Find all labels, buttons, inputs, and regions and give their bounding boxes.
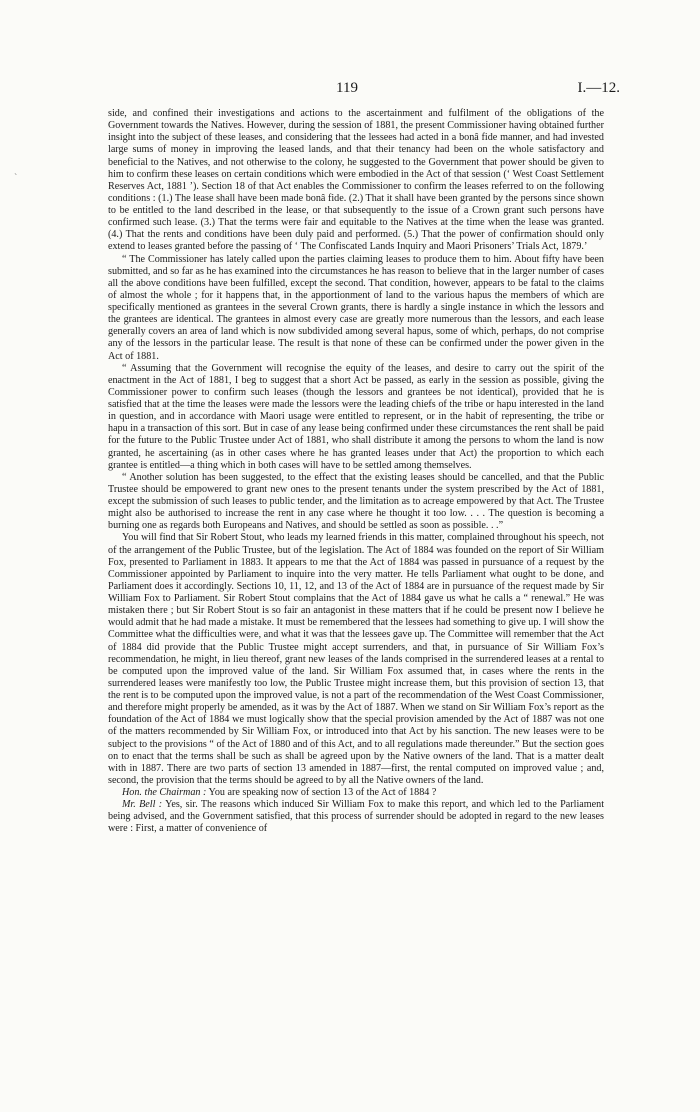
speaker-name: Hon. the Chairman : [122, 787, 207, 798]
page-number: 119 [336, 80, 358, 96]
margin-mark: ` [14, 173, 18, 184]
paragraph-2: “ The Commissioner has lately called upon the parties claiming leases to produce them to him. About fifty have been submitted, and so far as he has examined into the circumstances he has reason to believe that in the larger number of cases all the above conditions have been fulfilled, except the second. That condition, however, appears to be fatal to the claims of almost the whole ; for it happens that, in the apportionment of land to the various hapus the members of which are specifically mentioned as grantees in the several Crown grants, there is hardly a single instance in which the lessors and the grantees are identical. The grantees in almost every case are greatly more numerous than the lessors, and each lease generally covers an area of land which is now subdivided among several hapus, some of which, perhaps, do not comprise any of the lessors in the particular lease. The result is that none of these can be confirmed under the power given in the Act of 1881. [108, 253, 604, 362]
page-header [0, 80, 700, 100]
speech-text: Yes, sir. The reasons which induced Sir William Fox to make this report, and which led to the Parliament being advised, and the Government satisfied, that this process of surrender should be adopted in regard to the new leases were : First, a matter of convenience of [108, 799, 605, 835]
speech-text: You are speaking now of section 13 of the Act of 1884 ? [208, 787, 437, 798]
paragraph-3: “ Assuming that the Government will recognise the equity of the leases, and desire to carry out the spirit of the enactment in the Act of 1881, I beg to suggest that a short Act be passed, as early in the session as possible, giving the Commissioner power to confirm such leases (though the lessors and grantees be not identical), provided that he is satisfied that at the time the leases were made the lessors were the leading chiefs of the tribe or hapu interested in the land in question, and in accordance with Maori usage were entitled to represent, or in the habit of representing, the tribe or hapu in a transaction of this sort. But in case of any lease being confirmed under these circumstances the rent shall be paid for the future to the Public Trustee under Act of 1881, who shall distribute it among the persons to whom the land is now granted, he ascertaining (as in other cases where he has granted leases under that Act) the proportion to which each grantee is entitled—a thing which in both cases will have to be settled among themselves. [108, 362, 604, 471]
paragraph-4: “ Another solution has been suggested, to the effect that the existing leases should be cancelled, and that the Public Trustee should be empowered to grant new ones to the present tenants under the system prescribed by the Act of 1881, except the submission of such leases to public tender, and the limitation as to acreage empowered by that Act. The Trustee might also be authorised to increase the rent in any case where he thought it too low. . . . The question is becoming a burning one as regards both Europeans and Natives, and should be settled as soon as possible. . .” [108, 471, 604, 532]
speaker-name: Mr. Bell : [122, 799, 163, 811]
paragraph-1: side, and confined their investigations and actions to the ascertainment and fulfilment of the obligations of the Government towards the Natives. However, during the session of 1881, the present Commissioner having obtained further insight into the subject of these leases, and considering that the lessees had acted in a bonâ fide manner, and had invested large sums of money in improving the leased lands, and that their tenancy had been on the whole satisfactory and beneficial to the Natives, and not otherwise to the colony, he suggested to the Government that power should be given to him to confirm these leases on certain conditions which were embodied in the Act of that session (‘ West Coast Settlement Reserves Act, 1881 ’). Section 18 of that Act enables the Commissioner to confirm the leases referred to on the following conditions : (1.) The lease shall have been made bonâ fide. (2.) That it shall have been granted by the persons since shown to be entitled to the land described in the lease, or that subsequently to the issue of a Crown grant such persons have confirmed such lease. (3.) That the terms were fair and equitable to the Natives at the time when the lease was granted. (4.) That the rents and conditions have been duly paid and performed. (5.) That the power of confirmation should only extend to leases granted before the passing of ‘ The Confiscated Lands Inquiry and Maori Prisoners’ Trials Act, 1879.’ [108, 108, 604, 253]
document-reference: I.—12. [577, 80, 620, 96]
exchange-chairman [108, 787, 604, 799]
paragraph-5: You will find that Sir Robert Stout, who leads my learned friends in this matter, complained throughout his speech, not of the arrangement of the Public Trustee, but of the legislation. The Act of 1884 was founded on the report of Sir William Fox, presented to Parliament in 1883. It appears to me that the Act of 1884 was passed in pursuance of a request by the Commissioner appointed by Parliament to inquire into the very matter. He tells Parliament what ought to be done, and Parliament does it accordingly. Sections 10, 11, 12, and 13 of the Act of 1884 are in pursuance of the request made by Sir William Fox to Parliament. Sir Robert Stout complains that the Act of 1884 gave us what he calls a “ renewal.” He was mistaken there ; but Sir Robert Stout is so fair an antagonist in these matters that if he could be present now I believe he would admit that he had made a mistake. It must be remembered that the lessees had something to give up. I will show the Committee what the difficulties were, and what it was that the lessees gave up. The Committee will remember that the Act of 1884 did provide that the Public Trustee might accept surrenders, and that, in pursuance of Sir William Fox’s recommendation, he might, in lieu thereof, grant new leases of the lands comprised in the surrendered leases at a rental to be computed upon the improved value of the land. Sir William Fox assumed that, in cases where the rents in the surrendered leases were manifestly too low, the Public Trustee might increase them, but this provision of section 13, that the rent is to be computed upon the improved value, is not a part of the recommendation of the West Coast Commissioner, and therefore might properly be amended, as it was by the Act of 1887. When we stand on Sir William Fox’s report as the foundation of the Act of 1884 we must logically show that the special provision amended by the Act of 1887 was not one of the matters recommended by Sir William Fox, or introduced into that Act by his sanction. The new leases were to be subject to the provisions “ of the Act of 1880 and of this Act, and to all regulations made thereunder.” But the section goes on to enact that the terms shall be such as shall be agreed upon by the Native owners of the land. That is a matter dealt with in 1887. There are two parts of section 13 amended in 1887—first, the rental computed on improved value ; and, second, the provision that the terms should be agreed to by all the Native owners of the land. [108, 532, 604, 786]
exchange-bell [108, 799, 604, 835]
body-text [108, 108, 604, 836]
